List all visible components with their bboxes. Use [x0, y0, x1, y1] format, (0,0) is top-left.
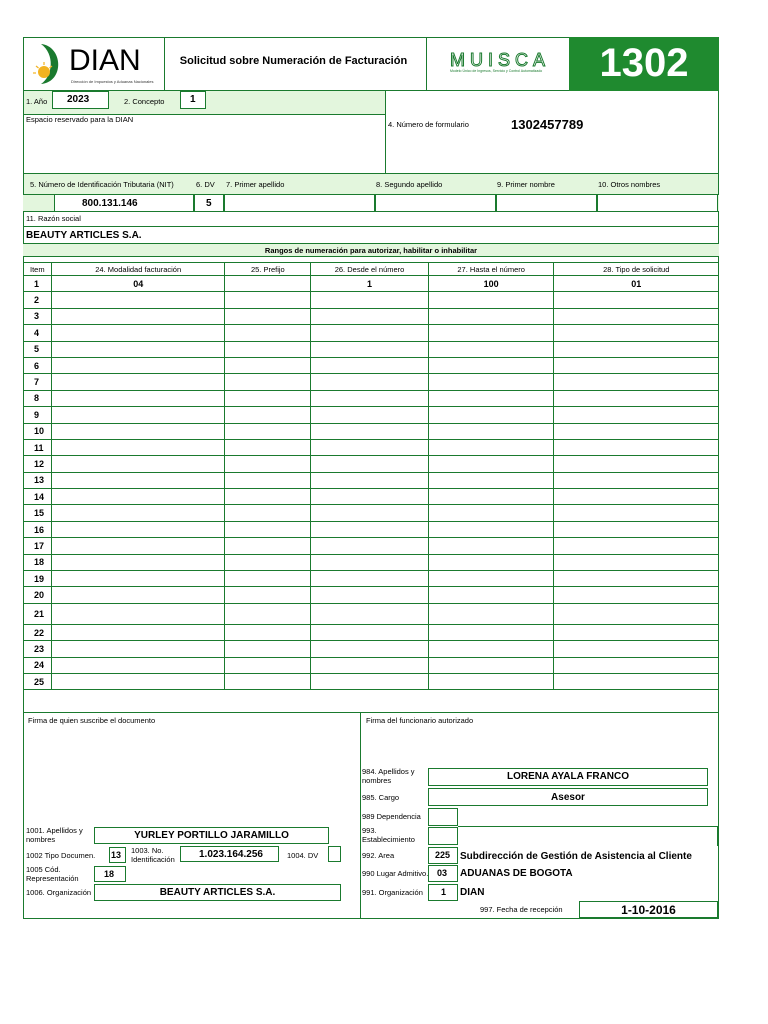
table-cell[interactable] — [51, 624, 224, 640]
table-cell[interactable] — [554, 374, 719, 390]
item-number: 8 — [24, 390, 52, 406]
table-cell[interactable] — [554, 571, 719, 587]
table-row — [24, 624, 719, 640]
item-number: 23 — [24, 641, 52, 657]
table-cell[interactable] — [51, 390, 224, 406]
table-cell[interactable] — [428, 505, 554, 521]
espacio-reservado-label: Espacio reservado para la DIAN — [26, 115, 134, 124]
table-row — [24, 571, 719, 587]
apellidos-label-left: 1001. Apellidos y nombres — [26, 826, 83, 844]
table-cell[interactable] — [311, 390, 429, 406]
razon-social-value: BEAUTY ARTICLES S.A. — [26, 230, 142, 241]
item-number: 17 — [24, 538, 52, 554]
form-title: Solicitud sobre Numeración de Facturación — [179, 55, 408, 67]
table-row — [24, 292, 719, 308]
table-cell[interactable] — [225, 407, 311, 423]
organizacion-text: DIAN — [460, 887, 485, 898]
organizacion-code: 1 — [441, 887, 447, 897]
dv-field[interactable] — [194, 194, 224, 212]
table-cell[interactable]: 100 — [428, 276, 554, 292]
otros-nombres-field[interactable] — [597, 194, 718, 212]
otros-nombres-label: 10. Otros nombres — [598, 180, 661, 189]
table-title-bar — [23, 243, 719, 257]
table-cell[interactable] — [428, 325, 554, 341]
dv-field-left[interactable] — [328, 846, 341, 862]
apellidos-label-right: 984. Apellidos y nombres — [362, 767, 415, 785]
segundo-apellido-field[interactable] — [375, 194, 496, 212]
table-cell[interactable] — [428, 390, 554, 406]
item-number: 21 — [24, 603, 52, 624]
table-cell[interactable] — [554, 624, 719, 640]
table-cell[interactable] — [554, 456, 719, 472]
table-cell[interactable] — [311, 357, 429, 373]
table-cell[interactable] — [554, 423, 719, 439]
item-number: 11 — [24, 439, 52, 455]
fecha-label: 997. Fecha de recepción — [480, 905, 563, 914]
table-cell[interactable] — [311, 624, 429, 640]
table-cell[interactable] — [225, 624, 311, 640]
table-cell[interactable] — [428, 292, 554, 308]
table-cell[interactable] — [554, 505, 719, 521]
table-cell[interactable] — [554, 390, 719, 406]
table-cell[interactable] — [428, 624, 554, 640]
table-cell[interactable]: 1 — [311, 276, 429, 292]
table-cell[interactable] — [428, 641, 554, 657]
dv-label: 6. DV — [196, 180, 215, 189]
primer-nombre-field[interactable] — [496, 194, 597, 212]
table-cell[interactable] — [225, 571, 311, 587]
concepto-value: 1 — [190, 94, 196, 105]
table-cell[interactable] — [311, 587, 429, 603]
table-cell[interactable] — [554, 554, 719, 570]
table-cell[interactable] — [51, 325, 224, 341]
organizacion-value-left: BEAUTY ARTICLES S.A. — [159, 887, 276, 898]
column-header: 28. Tipo de solicitud — [554, 263, 719, 276]
table-cell[interactable] — [51, 374, 224, 390]
table-cell[interactable] — [311, 571, 429, 587]
item-number: 4 — [24, 325, 52, 341]
table-cell[interactable] — [51, 521, 224, 537]
table-row — [24, 538, 719, 554]
no-ident-field[interactable] — [180, 846, 279, 862]
numero-formulario-label: 4. Número de formulario — [388, 120, 469, 129]
establecimiento-label: 993. Establecimiento — [362, 826, 415, 844]
cod-rep-field[interactable] — [94, 866, 126, 882]
table-cell[interactable] — [225, 423, 311, 439]
fecha-value: 1-10-2016 — [621, 903, 676, 917]
area-label: 992. Area — [362, 851, 395, 860]
item-number: 1 — [24, 276, 52, 292]
table-row — [24, 357, 719, 373]
table-cell[interactable] — [51, 673, 224, 689]
table-cell[interactable] — [311, 292, 429, 308]
lugar-text: ADUANAS DE BOGOTA — [460, 868, 573, 879]
table-cell[interactable] — [225, 554, 311, 570]
column-header: 26. Desde el número — [311, 263, 429, 276]
table-cell[interactable] — [225, 587, 311, 603]
table-cell[interactable] — [225, 673, 311, 689]
table-cell[interactable] — [51, 571, 224, 587]
logo-text: DIAN — [69, 44, 141, 77]
table-cell[interactable] — [428, 571, 554, 587]
item-number: 16 — [24, 521, 52, 537]
table-cell[interactable] — [225, 603, 311, 624]
table-cell[interactable] — [51, 657, 224, 673]
nit-label: 5. Número de Identificación Tributaria (NIT) — [30, 180, 174, 189]
table-row — [24, 472, 719, 488]
item-number: 12 — [24, 456, 52, 472]
ranges-table — [23, 262, 719, 690]
table-cell[interactable] — [51, 489, 224, 505]
table-row — [24, 390, 719, 406]
area-code-field[interactable] — [428, 847, 458, 864]
table-cell[interactable] — [225, 292, 311, 308]
cod-rep-value: 18 — [104, 869, 115, 879]
table-row — [24, 489, 719, 505]
table-cell[interactable] — [428, 657, 554, 673]
apellidos-field-right[interactable] — [428, 768, 708, 786]
table-cell[interactable] — [428, 603, 554, 624]
nit-field[interactable] — [54, 194, 194, 212]
primer-apellido-field[interactable] — [224, 194, 375, 212]
table-row — [24, 325, 719, 341]
table-cell[interactable] — [225, 505, 311, 521]
table-cell[interactable] — [51, 641, 224, 657]
table-cell[interactable] — [554, 587, 719, 603]
organizacion-code-field[interactable] — [428, 884, 458, 901]
dv-value: 5 — [206, 198, 212, 209]
table-cell[interactable] — [51, 357, 224, 373]
muisca-text: MUISCA — [450, 50, 551, 70]
segundo-apellido-label: 8. Segundo apellido — [376, 180, 443, 189]
cargo-value: Asesor — [551, 792, 585, 803]
razon-social-label: 11. Razón social — [26, 214, 81, 223]
table-row — [24, 673, 719, 689]
table-cell[interactable] — [311, 505, 429, 521]
table-cell[interactable] — [311, 407, 429, 423]
anio-label: 1. Año — [26, 97, 48, 106]
table-row — [24, 657, 719, 673]
table-cell[interactable] — [311, 489, 429, 505]
table-row — [24, 308, 719, 324]
table-cell[interactable] — [311, 456, 429, 472]
nit-value: 800.131.146 — [82, 198, 138, 209]
item-number: 9 — [24, 407, 52, 423]
primer-nombre-label: 9. Primer nombre — [497, 180, 555, 189]
table-cell[interactable] — [311, 341, 429, 357]
table-row — [24, 439, 719, 455]
table-cell[interactable] — [225, 439, 311, 455]
table-cell[interactable] — [554, 439, 719, 455]
table-cell[interactable] — [51, 538, 224, 554]
organizacion-field-left[interactable] — [94, 884, 341, 901]
table-cell[interactable] — [428, 673, 554, 689]
anio-field[interactable] — [52, 91, 109, 109]
table-row — [24, 456, 719, 472]
item-number: 22 — [24, 624, 52, 640]
table-cell[interactable] — [428, 587, 554, 603]
table-cell[interactable] — [225, 489, 311, 505]
table-cell[interactable] — [51, 407, 224, 423]
table-row — [24, 407, 719, 423]
organizacion-label-left: 1006. Organización — [26, 888, 92, 897]
table-cell[interactable] — [428, 554, 554, 570]
table-cell[interactable] — [311, 657, 429, 673]
table-row — [24, 603, 719, 624]
table-cell[interactable] — [51, 308, 224, 324]
table-cell[interactable] — [554, 673, 719, 689]
item-number: 14 — [24, 489, 52, 505]
table-cell[interactable] — [428, 439, 554, 455]
establecimiento-field[interactable] — [428, 827, 458, 845]
table-cell[interactable] — [554, 489, 719, 505]
cargo-field[interactable] — [428, 788, 708, 806]
muisca-subtitle: Modelo Único de Ingresos, Servicio y Control Automatizado — [450, 69, 543, 73]
item-number: 13 — [24, 472, 52, 488]
table-row — [24, 587, 719, 603]
item-number: 5 — [24, 341, 52, 357]
tipo-doc-field[interactable] — [109, 847, 126, 863]
table-cell[interactable] — [51, 341, 224, 357]
item-number: 25 — [24, 673, 52, 689]
table-cell[interactable] — [311, 439, 429, 455]
table-cell[interactable] — [51, 603, 224, 624]
no-ident-value: 1.023.164.256 — [199, 849, 263, 860]
column-header: 24. Modalidad facturación — [51, 263, 224, 276]
table-cell[interactable] — [51, 423, 224, 439]
dv-label-left: 1004. DV — [287, 851, 319, 860]
dependencia-label: 989 Dependencia — [362, 812, 421, 821]
table-cell[interactable] — [51, 505, 224, 521]
item-number: 20 — [24, 587, 52, 603]
apellidos-field-left[interactable] — [94, 827, 329, 844]
item-number: 24 — [24, 657, 52, 673]
table-cell[interactable] — [311, 554, 429, 570]
column-header: Item — [24, 263, 52, 276]
table-cell[interactable] — [225, 472, 311, 488]
firma-funcionario-label: Firma del funcionario autorizado — [366, 716, 474, 725]
table-cell[interactable] — [554, 657, 719, 673]
table-cell[interactable] — [51, 472, 224, 488]
table-cell[interactable] — [428, 308, 554, 324]
lugar-code: 03 — [437, 868, 448, 878]
table-cell[interactable] — [225, 325, 311, 341]
dependencia-field[interactable] — [428, 808, 458, 826]
table-cell[interactable] — [428, 472, 554, 488]
table-cell[interactable] — [428, 456, 554, 472]
table-cell[interactable] — [428, 341, 554, 357]
form-code-box — [569, 37, 719, 91]
area-text: Subdirección de Gestión de Asistencia al Cliente — [460, 851, 692, 862]
item-number: 10 — [24, 423, 52, 439]
table-cell[interactable] — [225, 341, 311, 357]
anio-value: 2023 — [67, 94, 90, 105]
table-cell[interactable] — [428, 423, 554, 439]
table-cell[interactable] — [51, 587, 224, 603]
muisca-logo — [448, 50, 563, 76]
table-cell[interactable] — [554, 308, 719, 324]
table-cell[interactable] — [554, 292, 719, 308]
table-cell[interactable] — [51, 439, 224, 455]
table-cell[interactable] — [311, 641, 429, 657]
primer-apellido-label: 7. Primer apellido — [226, 180, 285, 189]
table-cell[interactable] — [428, 538, 554, 554]
apellidos-value-right: LORENA AYALA FRANCO — [506, 771, 630, 782]
item-number: 3 — [24, 308, 52, 324]
table-row — [24, 341, 719, 357]
cargo-label: 985. Cargo — [362, 793, 400, 802]
table-cell[interactable] — [225, 521, 311, 537]
table-header-row — [24, 263, 719, 276]
table-cell[interactable] — [51, 456, 224, 472]
razon-social-field[interactable] — [23, 226, 719, 244]
fecha-field[interactable] — [579, 901, 718, 918]
table-cell[interactable]: 01 — [554, 276, 719, 292]
apellidos-value-left: YURLEY PORTILLO JARAMILLO — [134, 830, 289, 841]
table-row — [24, 641, 719, 657]
table-cell[interactable] — [225, 374, 311, 390]
table-cell[interactable] — [225, 641, 311, 657]
column-header: 27. Hasta el número — [428, 263, 554, 276]
table-row — [24, 276, 719, 292]
table-cell[interactable] — [225, 538, 311, 554]
table-cell[interactable] — [311, 673, 429, 689]
tipo-doc-label: 1002 Tipo Documen. — [26, 851, 96, 860]
table-cell[interactable] — [554, 407, 719, 423]
table-cell[interactable] — [554, 538, 719, 554]
table-row — [24, 521, 719, 537]
table-cell[interactable] — [554, 325, 719, 341]
table-cell[interactable] — [225, 657, 311, 673]
item-number: 15 — [24, 505, 52, 521]
table-cell[interactable] — [554, 472, 719, 488]
item-number: 2 — [24, 292, 52, 308]
dian-logo-icon — [33, 42, 67, 86]
table-cell[interactable]: 04 — [51, 276, 224, 292]
table-cell[interactable] — [311, 521, 429, 537]
lugar-label: 990 Lugar Admitivo. — [362, 869, 429, 878]
table-cell[interactable] — [428, 489, 554, 505]
cod-rep-label: 1005 Cód. Representación — [26, 865, 79, 883]
table-cell[interactable] — [428, 374, 554, 390]
table-cell[interactable] — [311, 423, 429, 439]
table-cell[interactable] — [428, 407, 554, 423]
lugar-code-field[interactable] — [428, 865, 458, 882]
table-cell[interactable] — [225, 456, 311, 472]
table-cell[interactable] — [311, 603, 429, 624]
item-number: 7 — [24, 374, 52, 390]
table-cell[interactable] — [51, 292, 224, 308]
item-number: 19 — [24, 571, 52, 587]
concepto-label: 2. Concepto — [124, 97, 165, 106]
table-row — [24, 374, 719, 390]
table-cell[interactable] — [311, 374, 429, 390]
item-number: 6 — [24, 357, 52, 373]
table-row — [24, 505, 719, 521]
table-cell[interactable] — [225, 357, 311, 373]
concepto-field[interactable] — [180, 91, 206, 109]
table-cell[interactable] — [554, 341, 719, 357]
table-cell[interactable] — [311, 472, 429, 488]
logo-subtitle: Dirección de Impuestos y Aduanas Nacionales — [71, 79, 154, 84]
table-cell[interactable] — [51, 554, 224, 570]
no-ident-label: 1003. No. Identificación — [131, 846, 175, 864]
column-header: 25. Prefijo — [225, 263, 311, 276]
firma-suscribe-label: Firma de quien suscribe el documento — [28, 716, 156, 725]
table-cell[interactable] — [554, 357, 719, 373]
area-code: 225 — [435, 850, 451, 860]
item-number: 18 — [24, 554, 52, 570]
table-cell[interactable] — [554, 603, 719, 624]
table-cell[interactable] — [311, 325, 429, 341]
numero-formulario-value: 1302457789 — [511, 117, 584, 132]
table-cell[interactable] — [311, 308, 429, 324]
table-title: Rangos de numeración para autorizar, habilitar o inhabilitar — [264, 246, 478, 255]
form-code: 1302 — [599, 41, 689, 85]
logo — [31, 40, 161, 88]
table-row — [24, 423, 719, 439]
table-cell[interactable] — [428, 521, 554, 537]
table-cell[interactable] — [428, 357, 554, 373]
organizacion-label-right: 991. Organización — [362, 888, 423, 897]
table-cell[interactable] — [311, 538, 429, 554]
table-row — [24, 554, 719, 570]
header — [23, 37, 719, 91]
table-cell[interactable] — [554, 641, 719, 657]
table-cell[interactable] — [225, 276, 311, 292]
table-cell[interactable] — [225, 308, 311, 324]
table-cell[interactable] — [554, 521, 719, 537]
table-cell[interactable] — [225, 390, 311, 406]
tipo-doc-value: 13 — [111, 850, 122, 860]
